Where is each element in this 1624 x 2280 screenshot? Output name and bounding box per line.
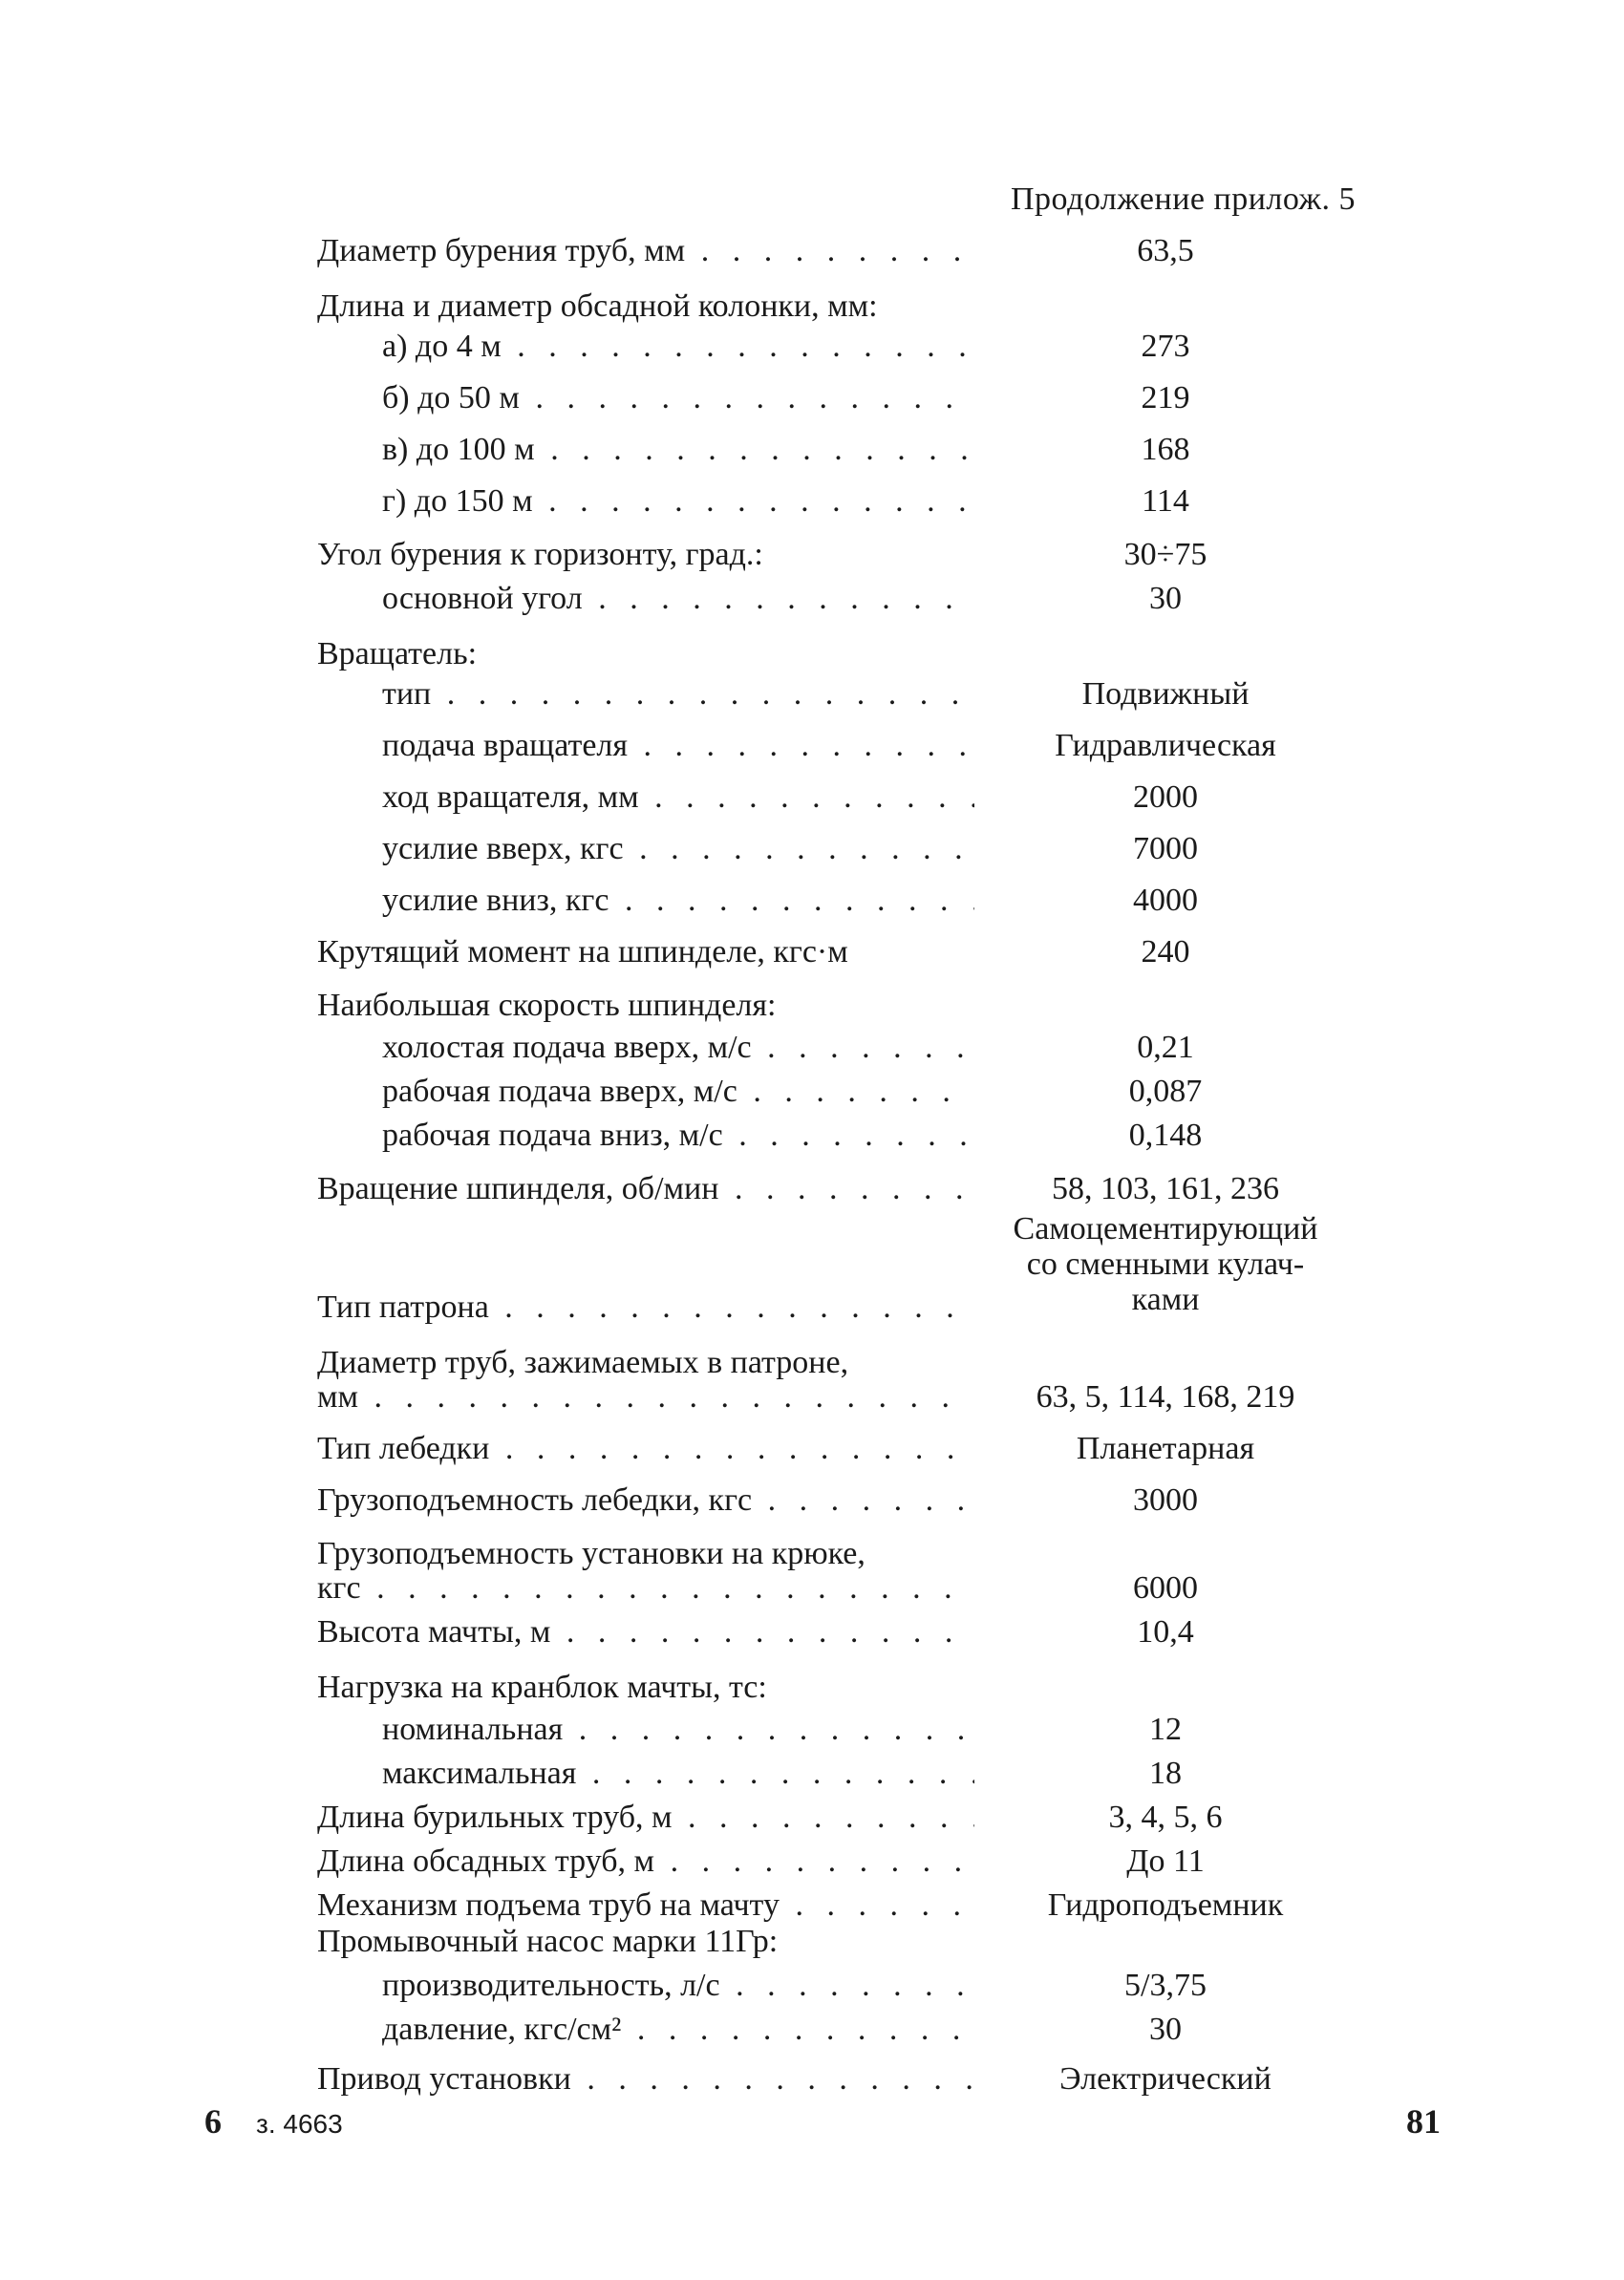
spec-label: Угол бурения к горизонту, град.: xyxy=(317,537,763,572)
spec-value: Планетарная xyxy=(1076,1431,1255,1466)
spec-value: 3, 4, 5, 6 xyxy=(1108,1800,1223,1835)
chuck-type-value: Самоцементирующий со сменными кулач- ками xyxy=(1013,1211,1318,1317)
spec-value: Гидравлическая xyxy=(1055,728,1276,763)
spec-label: Диаметр труб, зажимаемых в патроне, xyxy=(317,1345,849,1380)
spec-label: б) до 50 м . . . xyxy=(382,376,974,419)
spec-value: 30 xyxy=(1149,581,1182,616)
spec-label: Механизм подъема труб на мачту . . . xyxy=(317,1884,974,1927)
spec-label: рабочая подача вверх, м/с . . . xyxy=(382,1070,974,1113)
spec-label: Длина бурильных труб, м . . . xyxy=(317,1796,974,1839)
spec-value: 2000 xyxy=(1133,779,1198,815)
page-number: 81 xyxy=(1406,2102,1441,2141)
sheet-number: 6 xyxy=(204,2102,222,2141)
spec-label: тип . . . xyxy=(382,672,974,715)
spec-label: усилие вниз, кгс . . . xyxy=(382,879,974,922)
spec-label: холостая подача вверх, м/с . . . xyxy=(382,1026,974,1069)
spec-value: 10,4 xyxy=(1137,1614,1194,1650)
spec-label: г) до 150 м . . . xyxy=(382,479,974,522)
spec-label: Привод установки . . . xyxy=(317,2057,974,2100)
spec-value: 58, 103, 161, 236 xyxy=(1052,1171,1279,1206)
spec-label: Вращатель: xyxy=(317,636,478,671)
spec-value: 63, 5, 114, 168, 219 xyxy=(1036,1379,1295,1415)
spec-value: 63,5 xyxy=(1137,233,1194,268)
spec-value: 114 xyxy=(1142,483,1189,519)
spec-label: Длина и диаметр обсадной колонки, мм: xyxy=(317,288,878,324)
spec-label: Грузоподъемность установки на крюке, xyxy=(317,1536,865,1571)
spec-value: 0,087 xyxy=(1128,1074,1203,1109)
continuation-header: Продолжение прилож. 5 xyxy=(1011,181,1357,217)
spec-value: 273 xyxy=(1141,329,1190,364)
spec-value: 12 xyxy=(1149,1712,1182,1747)
spec-label: мм . . . xyxy=(317,1375,974,1418)
spec-label: давление, кгс/см² . . . xyxy=(382,2008,974,2051)
spec-value: Подвижный xyxy=(1081,676,1250,712)
spec-value: 30÷75 xyxy=(1123,537,1207,572)
spec-label: Высота мачты, м . . . xyxy=(317,1610,974,1653)
spec-label: производительность, л/с . . . xyxy=(382,1964,974,2007)
spec-label: в) до 100 м . . . xyxy=(382,428,974,471)
spec-label: максимальная . . . xyxy=(382,1752,974,1795)
spec-label: основной угол . . . xyxy=(382,577,974,620)
spec-value: Электрический xyxy=(1059,2061,1271,2097)
spec-value: 0,21 xyxy=(1137,1030,1194,1065)
spec-value: 7000 xyxy=(1133,831,1198,866)
spec-label: Наибольшая скорость шпинделя: xyxy=(317,988,777,1023)
spec-label: Длина обсадных труб, м . . . xyxy=(317,1840,974,1883)
spec-value: 3000 xyxy=(1133,1482,1198,1518)
spec-label: ход вращателя, мм . . . xyxy=(382,776,974,819)
spec-value: 168 xyxy=(1141,432,1190,467)
spec-label: Вращение шпинделя, об/мин . . . xyxy=(317,1167,974,1210)
spec-value: До 11 xyxy=(1126,1843,1205,1879)
spec-value: Гидроподъемник xyxy=(1047,1887,1284,1923)
spec-label: рабочая подача вниз, м/с . . . xyxy=(382,1114,974,1157)
spec-label: усилие вверх, кгс . . . xyxy=(382,827,974,870)
spec-value: 219 xyxy=(1141,380,1190,416)
spec-value: 0,148 xyxy=(1128,1118,1203,1153)
spec-value: 6000 xyxy=(1133,1570,1198,1606)
spec-label: номинальная . . . xyxy=(382,1708,974,1751)
spec-label: кгс . . . xyxy=(317,1566,974,1609)
spec-label: а) до 4 м . . . xyxy=(382,325,974,368)
spec-label: Диаметр бурения труб, мм . . . xyxy=(317,229,974,272)
spec-value: 4000 xyxy=(1133,883,1198,918)
spec-value: 30 xyxy=(1149,2012,1182,2047)
spec-label: подача вращателя . . . xyxy=(382,724,974,767)
spec-label: Промывочный насос марки 11Гр: xyxy=(317,1924,779,1959)
spec-value: 240 xyxy=(1141,934,1190,970)
spec-value: 5/3,75 xyxy=(1124,1968,1207,2003)
spec-label: Тип лебедки . . . xyxy=(317,1427,974,1470)
spec-label: Нагрузка на кранблок мачты, тс: xyxy=(317,1670,767,1705)
spec-label: Тип патрона . . . xyxy=(317,1286,974,1329)
spec-label: Крутящий момент на шпинделе, кгс·м xyxy=(317,934,848,970)
spec-value: 18 xyxy=(1149,1756,1182,1791)
order-number: з. 4663 xyxy=(256,2109,343,2139)
spec-label: Грузоподъемность лебедки, кгс . . . xyxy=(317,1479,974,1522)
